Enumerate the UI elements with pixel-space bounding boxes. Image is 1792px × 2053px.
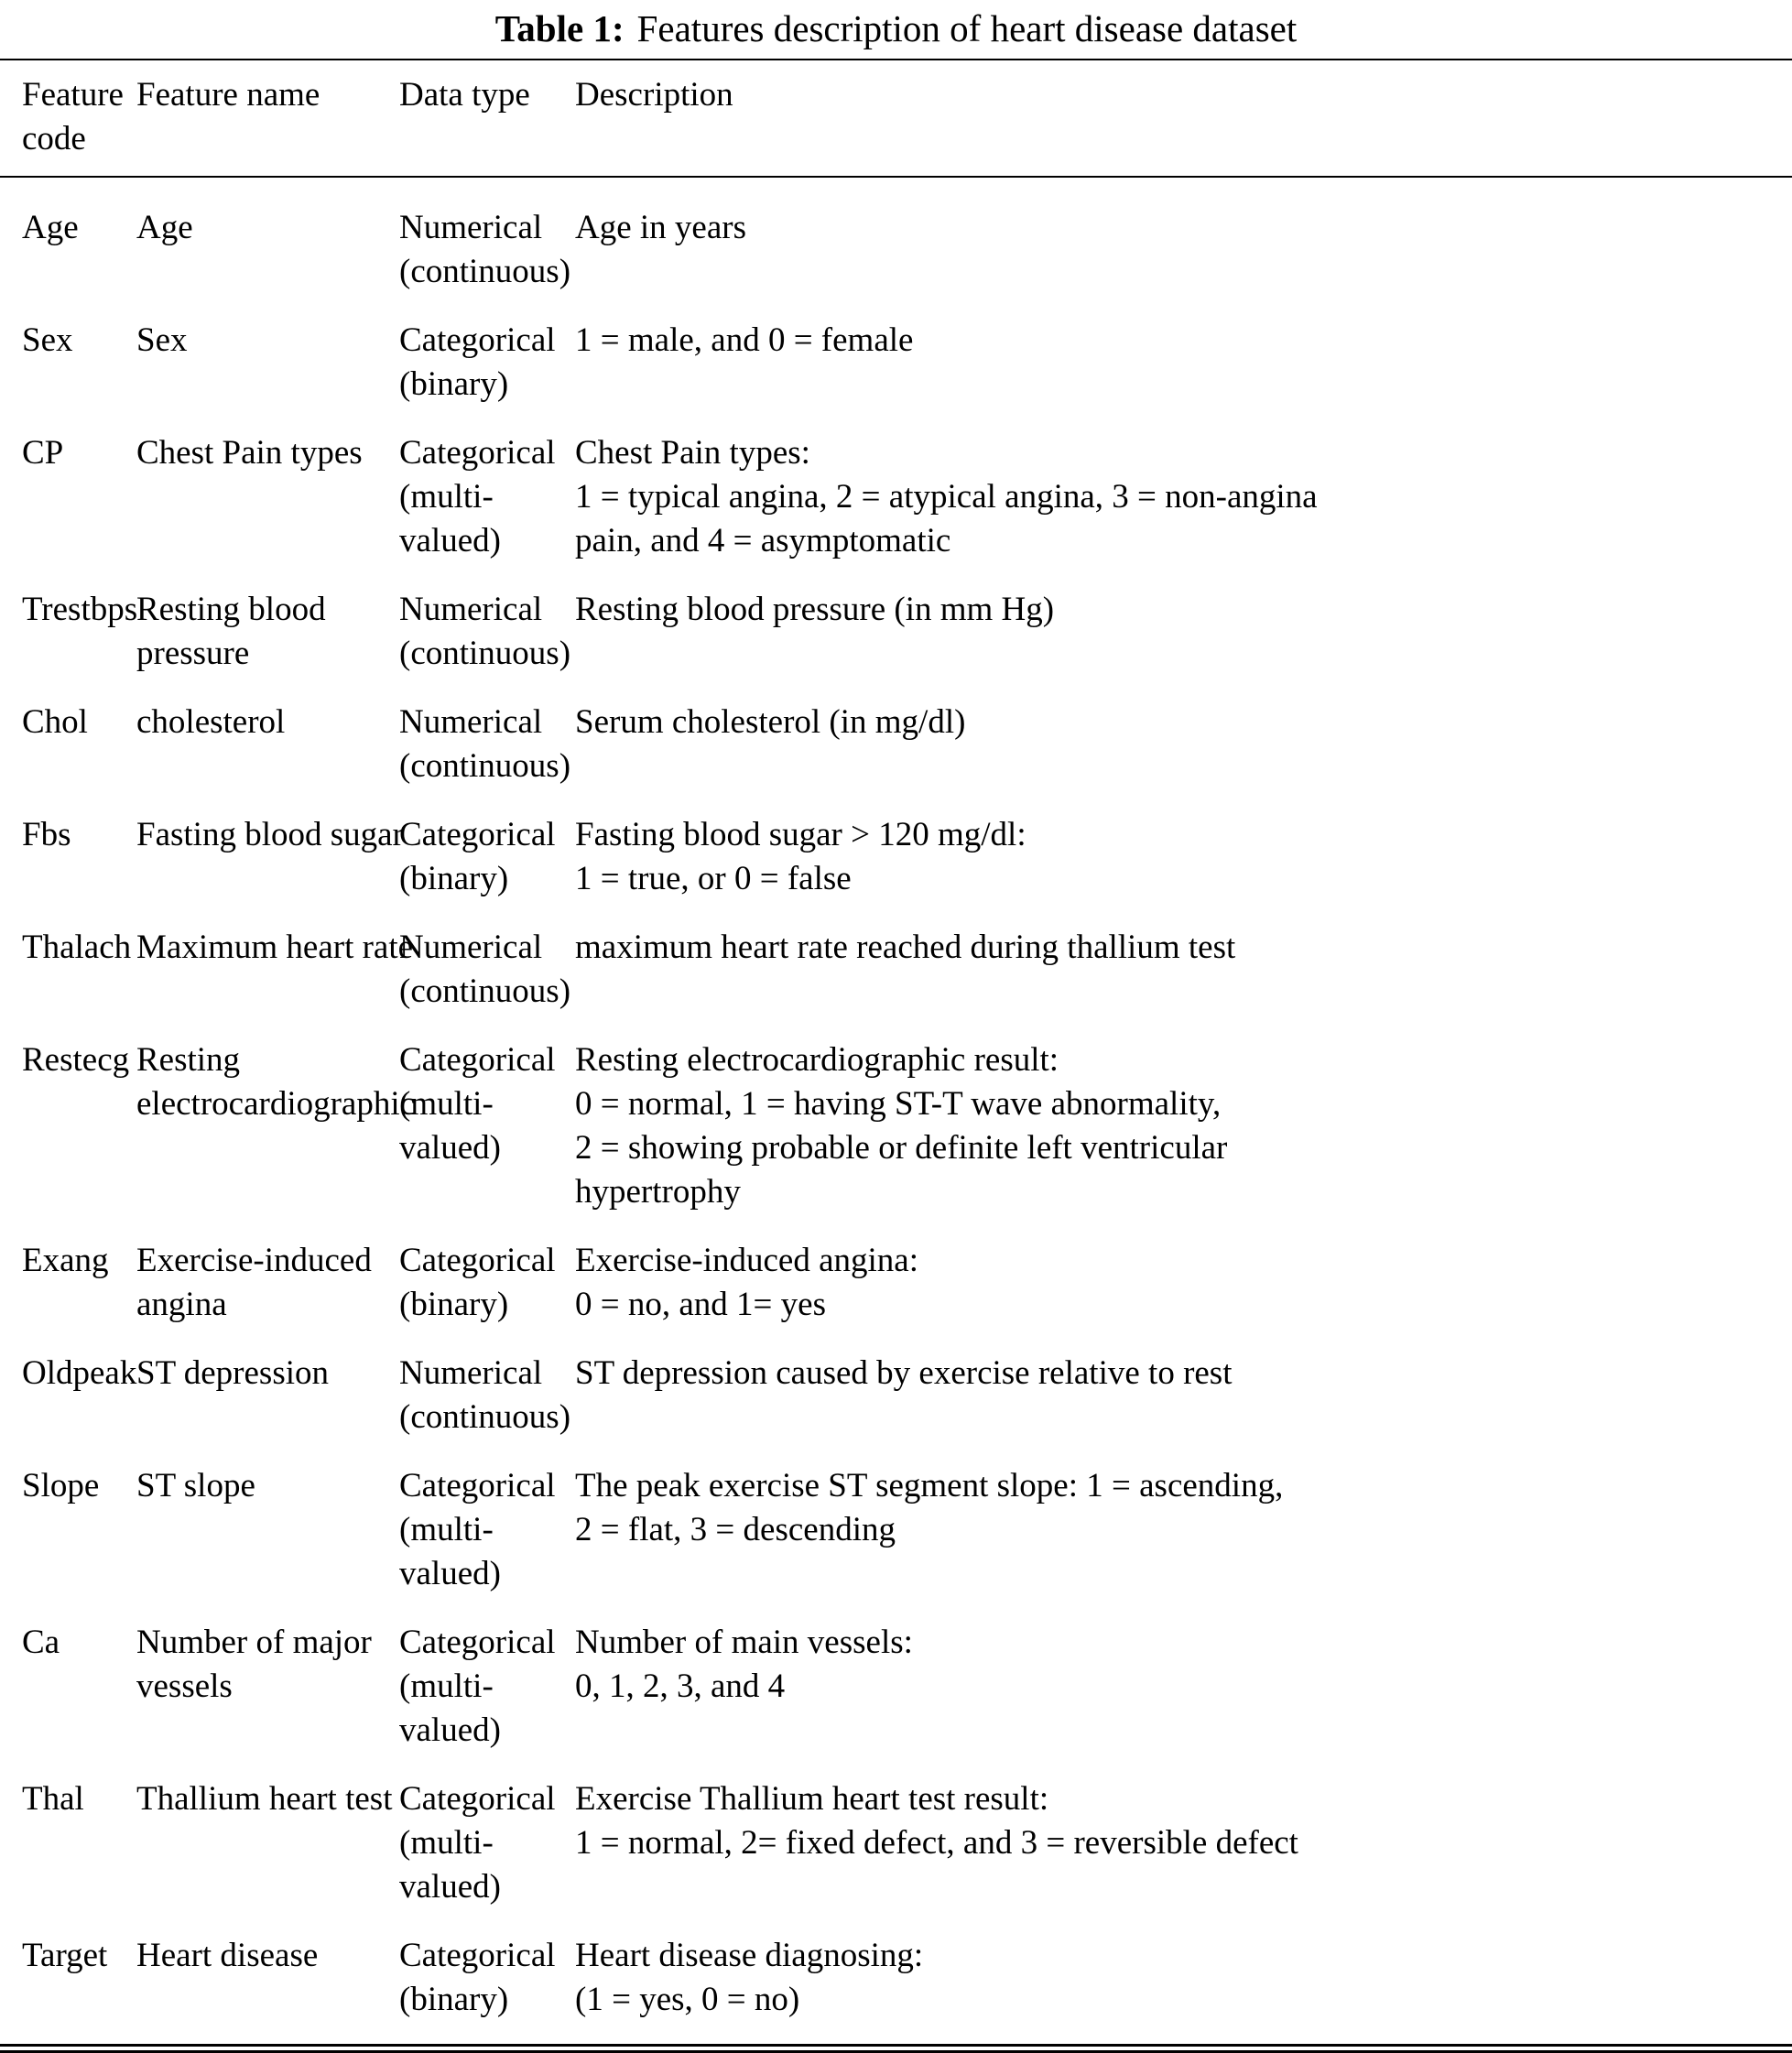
text-line: Oldpeak <box>22 1354 137 1392</box>
text-line: 1 = normal, 2= fixed defect, and 3 = reversible defect <box>575 1824 1298 1862</box>
cell-data-type <box>399 1621 575 1753</box>
text-line: 1 = typical angina, 2 = atypical angina, 3 = non-angina <box>575 478 1318 516</box>
text-line: Categorical <box>399 1624 556 1661</box>
text-line: Categorical <box>399 816 556 853</box>
cell-data-type <box>399 1239 575 1327</box>
text-line: valued) <box>399 1711 501 1749</box>
text-line: Fbs <box>22 816 71 853</box>
text-line: Categorical <box>399 1937 556 1974</box>
cell-description <box>575 431 1774 563</box>
text-line: Sex <box>22 321 73 359</box>
cell-feature-name <box>136 1777 399 1821</box>
text-line: Numerical <box>399 209 543 246</box>
cell-feature-name <box>136 206 399 250</box>
text-line: Restecg <box>22 1041 130 1079</box>
text-line: (continuous) <box>399 1398 571 1436</box>
text-line: cholesterol <box>136 703 286 741</box>
text-line: Maximum heart rate <box>136 929 414 966</box>
text-line: Number of major <box>136 1624 372 1661</box>
text-line: Resting blood <box>136 591 326 628</box>
table-caption-label: Table 1: <box>494 7 624 49</box>
text-line: vessels <box>136 1667 233 1705</box>
table-row <box>0 788 1792 901</box>
text-line: 0 = normal, 1 = having ST-T wave abnormality, <box>575 1085 1222 1123</box>
cell-data-type <box>399 1934 575 2022</box>
text-line: Categorical <box>399 1242 556 1279</box>
cell-feature-code <box>22 1621 136 1665</box>
cell-feature-name <box>136 926 414 970</box>
text-line: pressure <box>136 635 250 672</box>
text-line: (binary) <box>399 365 509 403</box>
cell-feature-code <box>22 701 136 744</box>
text-line: Chest Pain types: <box>575 434 810 472</box>
table-header-row <box>0 60 1792 176</box>
header-cell-feature-code <box>22 73 136 161</box>
text-line: Exercise-induced <box>136 1242 372 1279</box>
cell-data-type <box>399 1352 575 1439</box>
text-line: angina <box>136 1286 227 1323</box>
cell-description <box>575 1777 1774 1865</box>
cell-data-type <box>399 588 575 676</box>
text-line: electrocardiographic <box>136 1085 416 1123</box>
text-line: Numerical <box>399 703 543 741</box>
cell-data-type <box>399 206 575 294</box>
text-line: Resting electrocardiographic result: <box>575 1041 1059 1079</box>
text-line: Categorical <box>399 434 556 472</box>
text-line: Categorical <box>399 1041 556 1079</box>
cell-data-type <box>399 1777 575 1909</box>
text-line: (continuous) <box>399 253 571 290</box>
cell-feature-code <box>22 1934 136 1978</box>
text-line: Exercise-induced angina: <box>575 1242 918 1279</box>
text-line: Feature <box>22 76 124 114</box>
cell-description <box>575 1239 1774 1327</box>
text-line: Trestbps <box>22 591 138 628</box>
text-line: Heart disease <box>136 1937 319 1974</box>
text-line: (continuous) <box>399 635 571 672</box>
text-line: (multi- <box>399 1667 494 1705</box>
cell-description <box>575 206 1774 250</box>
cell-feature-name <box>136 701 399 744</box>
table-row <box>0 901 1792 1014</box>
text-line: valued) <box>399 1129 501 1167</box>
cell-feature-code <box>22 1038 136 1082</box>
text-line: Sex <box>136 321 188 359</box>
text-line: (multi- <box>399 1824 494 1862</box>
text-line: maximum heart rate reached during thallium test <box>575 929 1236 966</box>
cell-feature-name <box>136 1352 399 1396</box>
text-line: Target <box>22 1937 108 1974</box>
cell-feature-code <box>22 206 136 250</box>
text-line: 0 = no, and 1= yes <box>575 1286 826 1323</box>
cell-feature-code <box>22 431 136 475</box>
table-row <box>0 1909 1792 2022</box>
table-row <box>0 407 1792 563</box>
text-line: 0, 1, 2, 3, and 4 <box>575 1667 786 1705</box>
table-row <box>0 563 1792 676</box>
cell-description <box>575 588 1774 632</box>
text-line: Thallium heart test <box>136 1780 393 1818</box>
text-line: (binary) <box>399 860 509 897</box>
table-row <box>0 181 1792 294</box>
cell-feature-name <box>136 1621 399 1709</box>
text-line: Age <box>136 209 193 246</box>
text-line: Categorical <box>399 1780 556 1818</box>
text-line: code <box>22 120 86 158</box>
cell-feature-code <box>22 813 136 857</box>
text-line: valued) <box>399 1555 501 1592</box>
text-line: Thalach <box>22 929 132 966</box>
table-row <box>0 1753 1792 1909</box>
text-line: 2 = showing probable or definite left ventricular <box>575 1129 1228 1167</box>
text-line: Age <box>22 209 79 246</box>
text-line: Slope <box>22 1467 100 1504</box>
text-line: 1 = male, and 0 = female <box>575 321 914 359</box>
cell-description <box>575 1621 1774 1709</box>
header-cell-feature-name <box>136 73 399 117</box>
cell-description <box>575 701 1774 744</box>
text-line: (binary) <box>399 1286 509 1323</box>
text-line: Fasting blood sugar <box>136 816 404 853</box>
cell-feature-name <box>136 1464 399 1508</box>
text-line: Data type <box>399 76 530 114</box>
cell-description <box>575 813 1774 901</box>
table-row <box>0 1214 1792 1327</box>
text-line: Fasting blood sugar > 120 mg/dl: <box>575 816 1026 853</box>
cell-data-type <box>399 1464 575 1596</box>
text-line: pain, and 4 = asymptomatic <box>575 522 951 559</box>
cell-feature-name <box>136 1239 399 1327</box>
table-row <box>0 1327 1792 1439</box>
cell-feature-code <box>22 319 136 363</box>
text-line: Numerical <box>399 591 543 628</box>
cell-data-type <box>399 701 575 788</box>
text-line: hypertrophy <box>575 1173 741 1211</box>
cell-description <box>575 1934 1774 2022</box>
text-line: Exercise Thallium heart test result: <box>575 1780 1049 1818</box>
cell-data-type <box>399 1038 575 1170</box>
cell-feature-name <box>136 1934 399 1978</box>
text-line: Number of main vessels: <box>575 1624 913 1661</box>
text-line: (multi- <box>399 1085 494 1123</box>
table-row <box>0 676 1792 788</box>
text-line: Chol <box>22 703 88 741</box>
text-line: Feature name <box>136 76 320 114</box>
cell-feature-code <box>22 1464 136 1508</box>
text-line: Serum cholesterol (in mg/dl) <box>575 703 966 741</box>
text-line: The peak exercise ST segment slope: 1 = ascending, <box>575 1467 1284 1504</box>
cell-description <box>575 1352 1774 1396</box>
cell-description <box>575 319 1774 363</box>
text-line: Categorical <box>399 1467 556 1504</box>
text-line: Thal <box>22 1780 84 1818</box>
text-line: Ca <box>22 1624 60 1661</box>
text-line: Description <box>575 76 733 114</box>
cell-data-type <box>399 813 575 901</box>
cell-feature-code <box>22 1352 136 1396</box>
table-caption <box>0 7 1792 49</box>
cell-data-type <box>399 431 575 563</box>
text-line: Age in years <box>575 209 746 246</box>
cell-description <box>575 926 1774 970</box>
cell-data-type <box>399 319 575 407</box>
cell-feature-code <box>22 588 136 632</box>
text-line: (binary) <box>399 1981 509 2018</box>
text-line: (continuous) <box>399 747 571 785</box>
text-line: Heart disease diagnosing: <box>575 1937 924 1974</box>
text-line: Numerical <box>399 1354 543 1392</box>
text-line: 2 = flat, 3 = descending <box>575 1511 896 1548</box>
text-line: Resting <box>136 1041 241 1079</box>
text-line: valued) <box>399 1868 501 1906</box>
cell-feature-name <box>136 319 399 363</box>
cell-description <box>575 1038 1774 1214</box>
cell-feature-code <box>22 1777 136 1821</box>
table-row <box>0 1439 1792 1596</box>
cell-feature-code <box>22 1239 136 1283</box>
cell-feature-name <box>136 1038 416 1126</box>
cell-feature-name <box>136 588 399 676</box>
table-caption-text: Features description of heart disease dataset <box>636 7 1298 49</box>
cell-feature-name <box>136 431 399 475</box>
table-body <box>0 178 1792 2044</box>
header-cell-data-type <box>399 73 575 117</box>
text-line: (continuous) <box>399 972 571 1010</box>
header-cell-description <box>575 73 1774 117</box>
text-line: (1 = yes, 0 = no) <box>575 1981 800 2018</box>
text-line: ST slope <box>136 1467 255 1504</box>
bottom-rule <box>0 2044 1792 2053</box>
text-line: Numerical <box>399 929 543 966</box>
cell-description <box>575 1464 1774 1552</box>
table-row <box>0 1596 1792 1753</box>
text-line: Categorical <box>399 321 556 359</box>
table-row <box>0 294 1792 407</box>
table-row <box>0 1014 1792 1214</box>
text-line: (multi- <box>399 478 494 516</box>
text-line: ST depression caused by exercise relative to rest <box>575 1354 1233 1392</box>
text-line: Resting blood pressure (in mm Hg) <box>575 591 1055 628</box>
text-line: ST depression <box>136 1354 330 1392</box>
text-line: Chest Pain types <box>136 434 363 472</box>
text-line: 1 = true, or 0 = false <box>575 860 852 897</box>
cell-feature-name <box>136 813 404 857</box>
text-line: Exang <box>22 1242 109 1279</box>
cell-data-type <box>399 926 575 1014</box>
cell-feature-code <box>22 926 136 970</box>
text-line: (multi- <box>399 1511 494 1548</box>
text-line: valued) <box>399 522 501 559</box>
text-line: CP <box>22 434 64 472</box>
